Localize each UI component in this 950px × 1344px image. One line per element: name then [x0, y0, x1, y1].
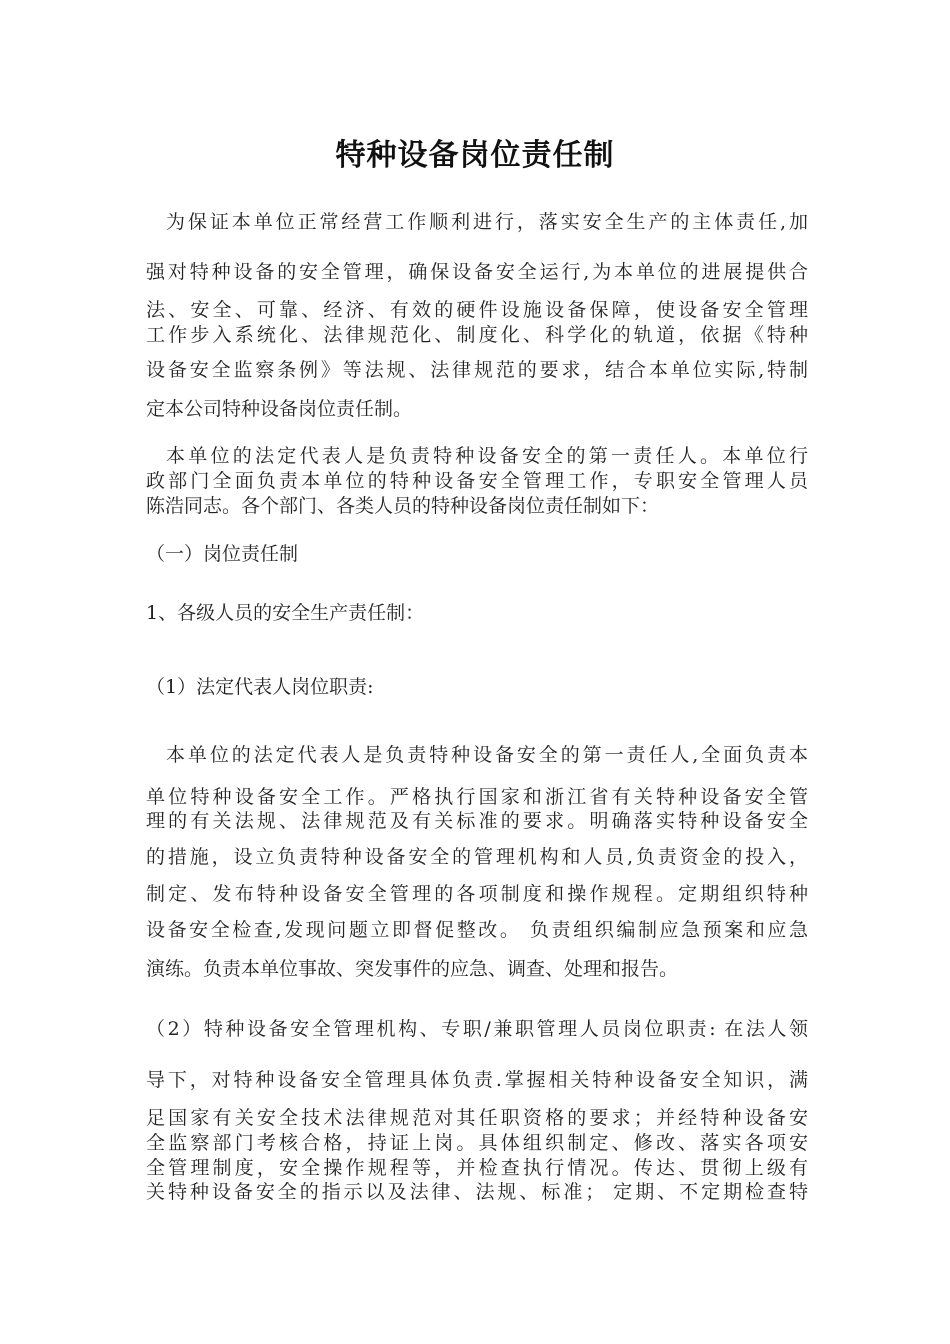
paragraph-line: 关特种设备安全的指示以及法律、法规、标准； 定期、不定期检查特	[146, 1181, 808, 1203]
paragraph-line: 理的有关法规、法律规范及有关标准的要求。明确落实特种设备安全	[146, 810, 808, 832]
paragraph-line: 导下，对特种设备安全管理具体负责.掌握相关特种设备安全知识，满	[146, 1069, 808, 1091]
item-heading: （1）法定代表人岗位职责:	[146, 676, 374, 698]
paragraph-line: 全监察部门考核合格，持证上岗。具体组织制定、修改、落实各项安	[146, 1132, 808, 1154]
paragraph-line: 强对特种设备的安全管理，确保设备安全运行,为本单位的进展提供合	[146, 261, 808, 283]
paragraph-line: 单位特种设备安全工作。严格执行国家和浙江省有关特种设备安全管	[146, 786, 808, 808]
paragraph-line: 为保证本单位正常经营工作顺利进行，落实安全生产的主体责任,加	[166, 211, 808, 233]
paragraph-line: 定本公司特种设备岗位责任制。	[146, 398, 413, 420]
paragraph-line: 本单位的法定代表人是负责特种设备安全的第一责任人,全面负责本	[166, 744, 808, 766]
section-heading: （一）岗位责任制	[146, 543, 299, 565]
paragraph-line: 工作步入系统化、法律规范化、制度化、科学化的轨道，依据《特种	[146, 324, 808, 346]
paragraph-line: （2）特种设备安全管理机构、专职/兼职管理人员岗位职责: 在法人领	[146, 1018, 808, 1040]
paragraph-line: 制定、发布特种设备安全管理的各项制度和操作规程。定期组织特种	[146, 883, 808, 905]
subsection-heading: 1、各级人员的安全生产责任制：	[146, 602, 425, 624]
paragraph-line: 政部门全面负责本单位的特种设备安全管理工作，专职安全管理人员	[146, 470, 808, 492]
paragraph-line: 足国家有关安全技术法律规范对其任职资格的要求；并经特种设备安	[146, 1107, 808, 1129]
paragraph-line: 演练。负责本单位事故、突发事件的应急、调查、处理和报告。	[146, 958, 679, 980]
paragraph-line: 本单位的法定代表人是负责特种设备安全的第一责任人。本单位行	[166, 445, 808, 467]
paragraph-line: 的措施，设立负责特种设备安全的管理机构和人员,负责资金的投入，	[146, 846, 808, 868]
paragraph-line: 法、安全、可靠、经济、有效的硬件设施设备保障，使设备安全管理	[146, 299, 808, 321]
paragraph-line: 陈浩同志。各个部门、各类人员的特种设备岗位责任制如下：	[146, 495, 660, 517]
paragraph-line: 设备安全监察条例》等法规、法律规范的要求，结合本单位实际,特制	[146, 359, 808, 381]
paragraph-line: 设备安全检查,发现问题立即督促整改。 负责组织编制应急预案和应急	[146, 919, 808, 941]
page-title: 特种设备岗位责任制	[335, 138, 615, 173]
paragraph-line: 全管理制度，安全操作规程等，并检查执行情况。传达、贯彻上级有	[146, 1157, 808, 1179]
